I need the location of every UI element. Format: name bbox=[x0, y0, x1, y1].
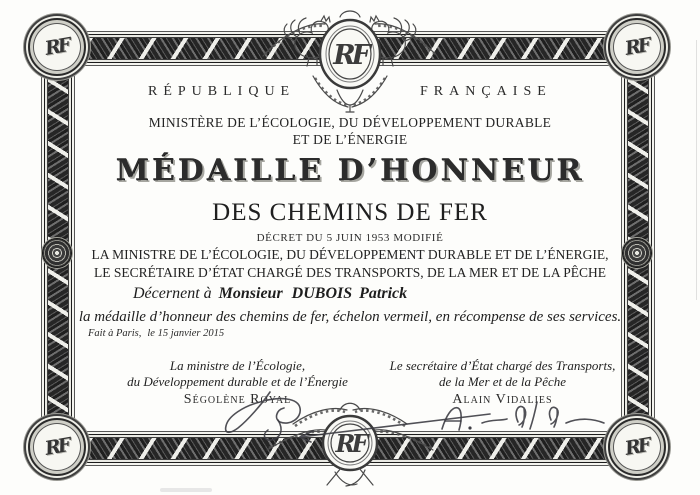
handwritten-signature-right bbox=[420, 396, 620, 446]
recipient-line bbox=[133, 285, 407, 303]
page-subtitle: DES CHEMINS DE FER bbox=[212, 199, 488, 226]
issuer-line-1: LA MINISTRE DE L’ÉCOLOGIE, DU DÉVELOPPEMENT DURABLE ET DE L’ÉNERGIE, bbox=[91, 247, 609, 262]
rf-monogram: RF bbox=[335, 429, 365, 458]
citation-line: la médaille d’honneur des chemins de fer, échelon vermeil, en récompense de ses services. bbox=[78, 309, 622, 325]
right-signer-name: Alain Vidalies bbox=[452, 392, 553, 407]
right-signer-title-2: de la Mer et de la Pêche bbox=[438, 373, 567, 389]
place-date-line bbox=[88, 328, 224, 339]
ministry-heading bbox=[0, 114, 700, 148]
decree-line: DÉCRET DU 5 JUIN 1953 MODIFIÉ bbox=[256, 232, 444, 244]
rf-corner-medallion-top-left bbox=[28, 18, 86, 76]
ministry-line-1: MINISTÈRE DE L’ÉCOLOGIE, DU DÉVELOPPEMENT DURABLE bbox=[148, 115, 552, 130]
rf-monogram: RF bbox=[623, 434, 651, 460]
rf-corner-medallion-top-right bbox=[608, 18, 666, 76]
rf-monogram: RF bbox=[43, 434, 71, 460]
francaise-word: FRANÇAISE bbox=[420, 84, 552, 99]
issuers-block bbox=[0, 246, 700, 282]
date: le 15 janvier 2015 bbox=[147, 328, 225, 339]
recipient-first-name: Patrick bbox=[359, 285, 408, 302]
rf-monogram: RF bbox=[623, 34, 651, 60]
decernent-label: Décernent à bbox=[133, 285, 212, 302]
page-title: MÉDAILLE D’HONNEUR bbox=[115, 153, 585, 188]
scan-smudge bbox=[160, 488, 212, 492]
recipient-civility: Monsieur bbox=[218, 285, 283, 302]
right-signer-title-1: Le secrétaire d’État chargé des Transports, bbox=[389, 358, 616, 373]
recipient-last-name: DUBOIS bbox=[291, 285, 353, 302]
left-signer-title-1: La ministre de l’Écologie, bbox=[169, 358, 306, 373]
issuer-line-2: LE SECRÉTAIRE D’ÉTAT CHARGÉ DES TRANSPORTS, DE LA MER ET DE LA PÊCHE bbox=[94, 265, 606, 280]
ministry-line-2: ET DE L’ÉNERGIE bbox=[292, 132, 408, 147]
place: Fait à Paris, bbox=[88, 328, 142, 339]
left-signer-name: Ségolène Royal bbox=[183, 392, 292, 407]
rf-corner-medallion-bottom-left bbox=[28, 418, 86, 476]
rf-monogram: RF bbox=[333, 40, 367, 71]
republique-word: RÉPUBLIQUE bbox=[148, 84, 296, 99]
left-signer-title-2: du Développement durable et de l’Énergie bbox=[127, 373, 348, 389]
rf-monogram: RF bbox=[43, 34, 71, 60]
